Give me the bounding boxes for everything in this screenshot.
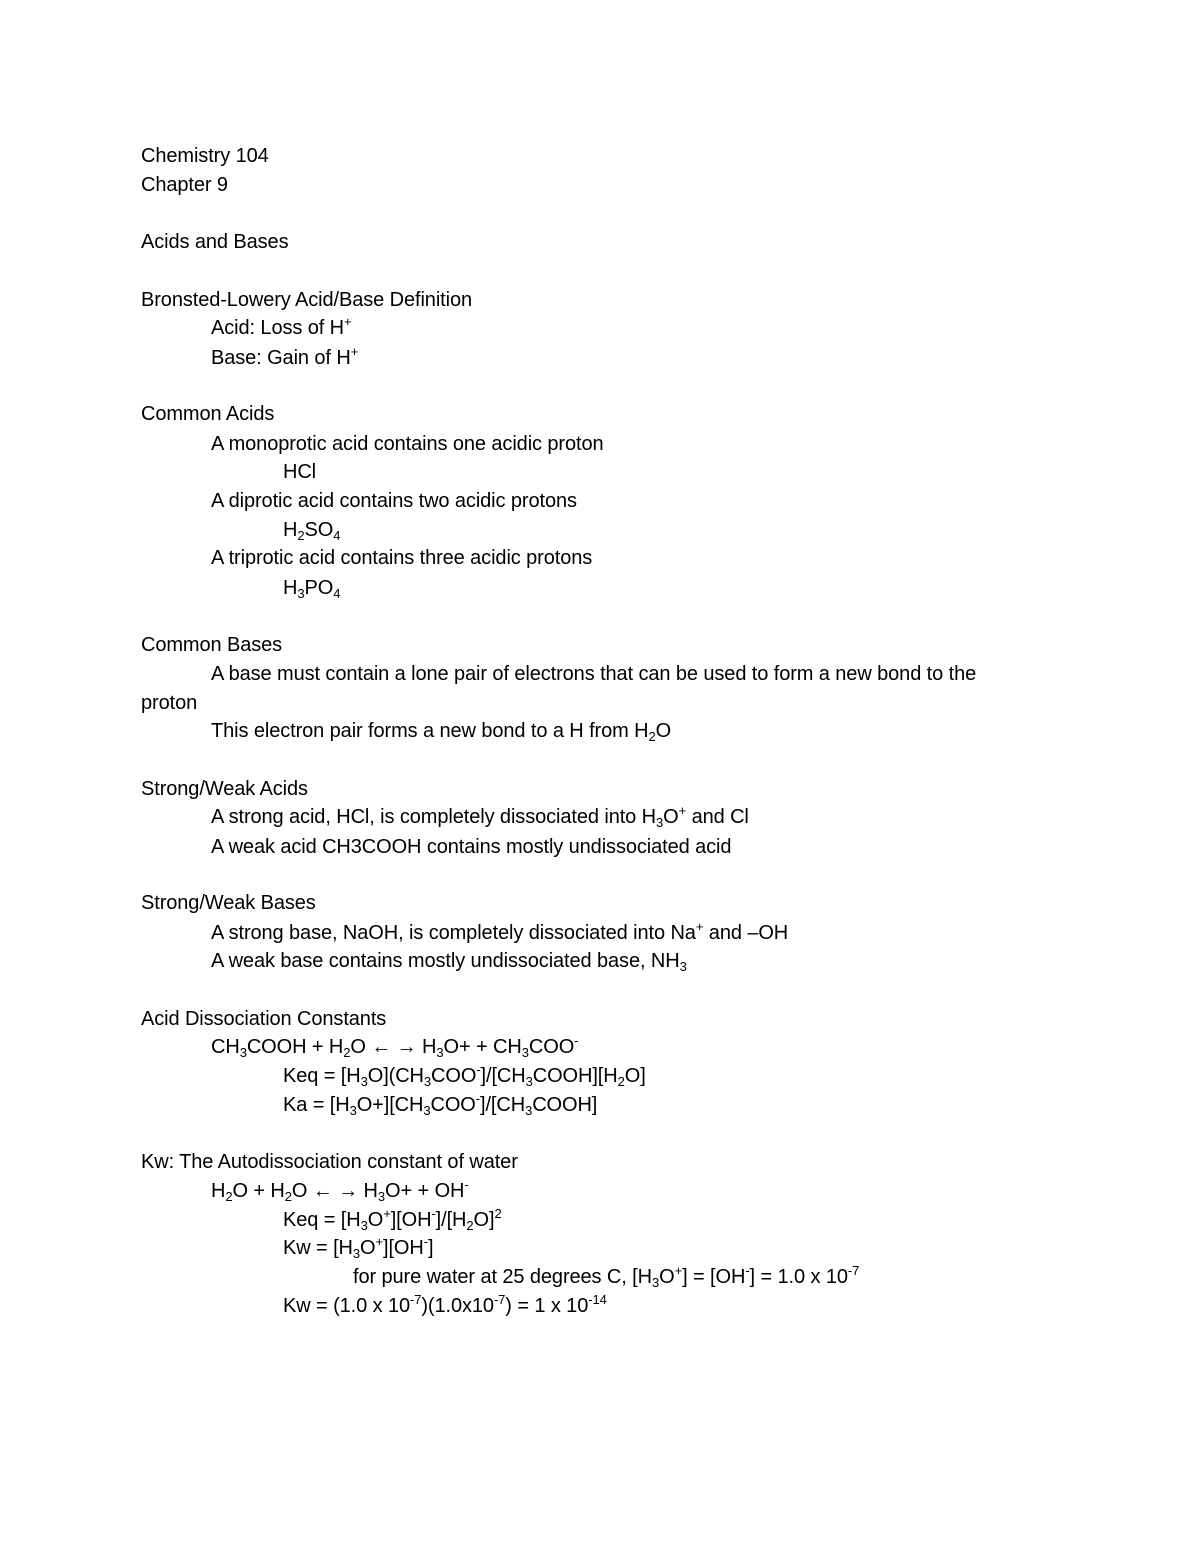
topic-title: Acids and Bases bbox=[141, 231, 289, 253]
monoprotic-example: HCl bbox=[283, 461, 317, 483]
course-title: Chemistry 104 bbox=[141, 145, 269, 167]
common-bases-heading: Common Bases bbox=[141, 634, 283, 656]
monoprotic-line: A monoprotic acid contains one acidic proton bbox=[211, 433, 604, 455]
kw-expression: $Kw = [H_3O^+][OH^-]$ bbox=[283, 1234, 434, 1261]
electron-pair-line: This electron pair forms a new bond to a H from $H_2O$ bbox=[211, 720, 672, 744]
diprotic-example: $H_2SO_4$ bbox=[283, 519, 341, 543]
weak-base-line: A weak base contains mostly undissociated base, $NH_3$ bbox=[211, 950, 687, 974]
base-lone-pair-line: A base must contain a lone pair of electrons that can be used to form a new bond to the bbox=[211, 663, 977, 685]
triprotic-line: A triprotic acid contains three acidic protons bbox=[211, 547, 593, 569]
diprotic-line: A diprotic acid contains two acidic protons bbox=[211, 490, 577, 512]
strong-base-line: A strong base, NaOH, is completely dissociated into Na+ and –OH bbox=[211, 919, 789, 944]
strong-acid-line: A strong acid, HCl, is completely dissociated into $H_3O^+$ and Cl bbox=[211, 803, 749, 830]
bronsted-heading: Bronsted-Lowery Acid/Base Definition bbox=[141, 289, 473, 311]
water-equilibrium: $H_2O + H_2O$ ← → $H_3O+ + OH^-$ bbox=[211, 1177, 469, 1204]
kw-value: Kw = (1.0 x $10^{-7})(1.0x10^{-7}) = 1$ x $10^{-14}$ bbox=[283, 1292, 607, 1317]
kw-heading: Kw: The Autodissociation constant of water bbox=[141, 1151, 518, 1173]
weak-acid-line: A weak acid CH3COOH contains mostly undissociated acid bbox=[211, 836, 732, 858]
chapter-title: Chapter 9 bbox=[141, 174, 228, 196]
acetic-equilibrium: $CH_3COOH + H_2O$ ← → $H_3O+ + CH_3COO^-$ bbox=[211, 1033, 579, 1060]
acid-definition: Acid: Loss of H+ bbox=[211, 314, 352, 339]
keq-acetic: Keq = $[H_3O](CH_3COO^-]/[CH_3COOH][H_2O]$ bbox=[283, 1062, 646, 1089]
ka-acetic: $Ka = [H_3O+][CH_3COO^-]/[CH_3COOH]$ bbox=[283, 1091, 598, 1118]
base-definition: Base: Gain of H+ bbox=[211, 344, 359, 369]
strong-weak-bases-heading: Strong/Weak Bases bbox=[141, 892, 316, 914]
acid-dissociation-heading: Acid Dissociation Constants bbox=[141, 1008, 387, 1030]
base-lone-pair-cont: proton bbox=[141, 692, 198, 714]
pure-water-line: for pure water at 25 degrees C, $[H_3O^+] = [OH^-] = 1.0$ x $10^{-7}$ bbox=[353, 1263, 860, 1290]
strong-weak-acids-heading: Strong/Weak Acids bbox=[141, 778, 308, 800]
keq-water: Keq = $[H_3O^+][OH^-]/[H_2O]^2$ bbox=[283, 1206, 502, 1233]
triprotic-example: $H_3PO_4$ bbox=[283, 577, 341, 601]
common-acids-heading: Common Acids bbox=[141, 403, 275, 425]
